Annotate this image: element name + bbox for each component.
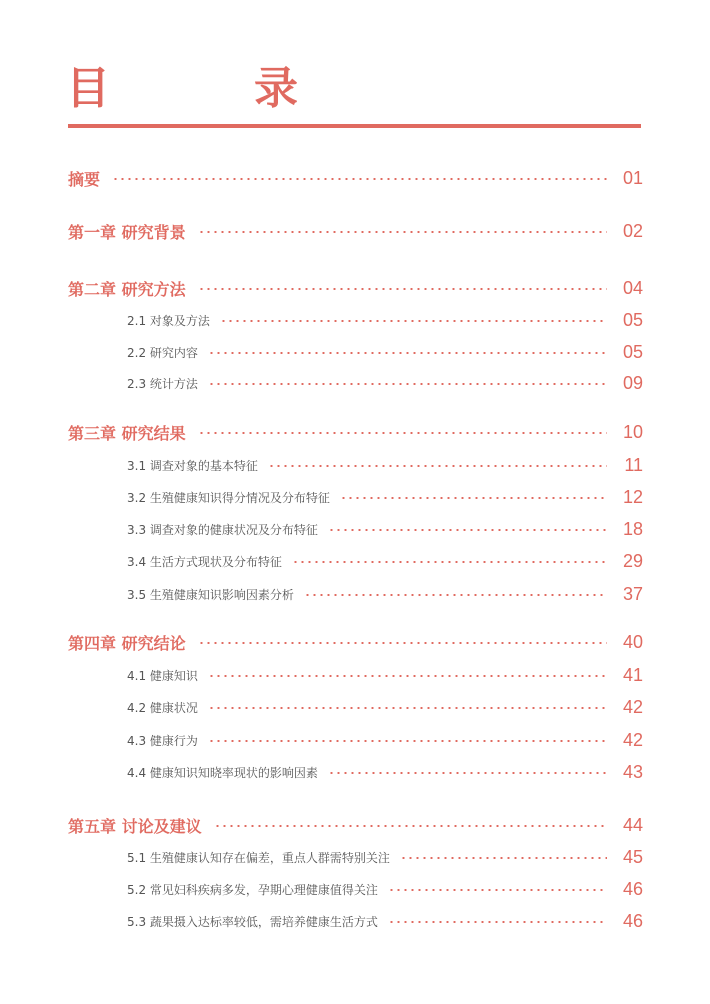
dot-leader [214,825,607,827]
toc-entry-section-5-3[interactable] [127,909,643,933]
toc-entry-label: 5.3 蔬果摄入达标率较低，需培养健康生活方式 [127,914,378,929]
dot-leader [340,497,607,499]
dot-leader [208,352,607,354]
toc-entry-section-3-1[interactable] [127,453,643,477]
toc-entry-label: 2.1 对象及方法 [127,313,210,328]
dot-leader [198,231,607,233]
toc-page-number: 45 [622,846,643,867]
toc-page-number: 10 [622,421,643,442]
toc-entry-label: 4.1 健康知识 [127,668,198,683]
dot-leader [328,529,607,531]
toc-entry-section-5-2[interactable] [127,877,643,901]
toc-page-number: 43 [622,761,643,782]
dot-leader [208,707,607,709]
toc-entry-section-3-3[interactable] [127,517,643,541]
toc-entry-label: 第四章 研究结论 [68,633,186,653]
dot-leader [388,889,607,891]
dot-leader [304,594,607,596]
toc-page-number: 46 [622,910,643,931]
toc-page-number: 01 [622,167,643,188]
dot-leader [292,561,607,563]
toc-entry-chapter-1[interactable] [68,219,643,243]
dot-leader [328,772,607,774]
dot-leader [400,857,607,859]
toc-entry-label: 3.5 生殖健康知识影响因素分析 [127,587,294,602]
toc-entry-label: 4.3 健康行为 [127,733,198,748]
toc-entry-section-2-3[interactable] [127,371,643,395]
toc-entry-label: 第五章 讨论及建议 [68,816,202,836]
dot-leader [208,740,607,742]
page-title: 目 录 [66,63,348,114]
dot-leader [112,178,607,180]
dot-leader [388,921,607,923]
toc-page-number: 42 [622,696,643,717]
toc-page-number: 05 [622,309,643,330]
toc-entry-label: 3.2 生殖健康知识得分情况及分布特征 [127,490,330,505]
toc-page-number: 40 [622,631,643,652]
dot-leader [268,465,607,467]
dot-leader [198,432,607,434]
dot-leader [198,642,607,644]
toc-entry-label: 5.2 常见妇科疾病多发，孕期心理健康值得关注 [127,882,378,897]
toc-entry-section-3-4[interactable] [127,549,643,573]
toc-page-number: 44 [622,814,643,835]
toc-entry-chapter-2[interactable] [68,276,643,300]
toc-page-number: 12 [622,486,643,507]
title-divider [68,124,641,128]
toc-entry-section-3-5[interactable] [127,582,643,606]
toc-page-number: 41 [622,664,643,685]
toc-entry-label: 3.1 调查对象的基本特征 [127,458,258,473]
toc-page-number: 02 [622,220,643,241]
toc-entry-section-4-2[interactable] [127,695,643,719]
toc-entry-label: 4.4 健康知识知晓率现状的影响因素 [127,765,318,780]
toc-entry-label: 3.4 生活方式现状及分布特征 [127,554,282,569]
dot-leader [198,288,607,290]
toc-entry-section-5-1[interactable] [127,845,643,869]
toc-page-number: 46 [622,878,643,899]
dot-leader [208,675,607,677]
toc-entry-section-4-3[interactable] [127,728,643,752]
toc-entry-label: 3.3 调查对象的健康状况及分布特征 [127,522,318,537]
toc-entry-section-3-2[interactable] [127,485,643,509]
toc-entry-chapter-4[interactable] [68,630,643,654]
dot-leader [220,320,607,322]
toc-entry-chapter-3[interactable] [68,420,643,444]
toc-page-number: 05 [622,341,643,362]
toc-entry-section-4-1[interactable] [127,663,643,687]
toc-entry-label: 5.1 生殖健康认知存在偏差，重点人群需特别关注 [127,850,390,865]
toc-page-number: 37 [622,583,643,604]
toc-entry-label: 第三章 研究结果 [68,423,186,443]
toc-entry-label: 第二章 研究方法 [68,279,186,299]
toc-page-number: 09 [622,372,643,393]
toc-page-number: 18 [622,518,643,539]
toc-page-number: 29 [622,550,643,571]
toc-entry-label: 4.2 健康状况 [127,700,198,715]
toc-entry-label: 2.2 研究内容 [127,345,198,360]
toc-entry-label: 摘要 [68,169,101,189]
toc-entry-label: 第一章 研究背景 [68,222,186,242]
toc-entry-section-4-4[interactable] [127,760,643,784]
toc-entry-label: 2.3 统计方法 [127,376,198,391]
toc-page-number: 11 [624,454,643,475]
toc-entry-section-2-2[interactable] [127,340,643,364]
toc-page-number: 04 [622,277,643,298]
toc-entry-abstract[interactable] [68,166,643,190]
toc-entry-section-2-1[interactable] [127,308,643,332]
dot-leader [208,383,607,385]
toc-entry-chapter-5[interactable] [68,813,643,837]
toc-page-number: 42 [622,729,643,750]
